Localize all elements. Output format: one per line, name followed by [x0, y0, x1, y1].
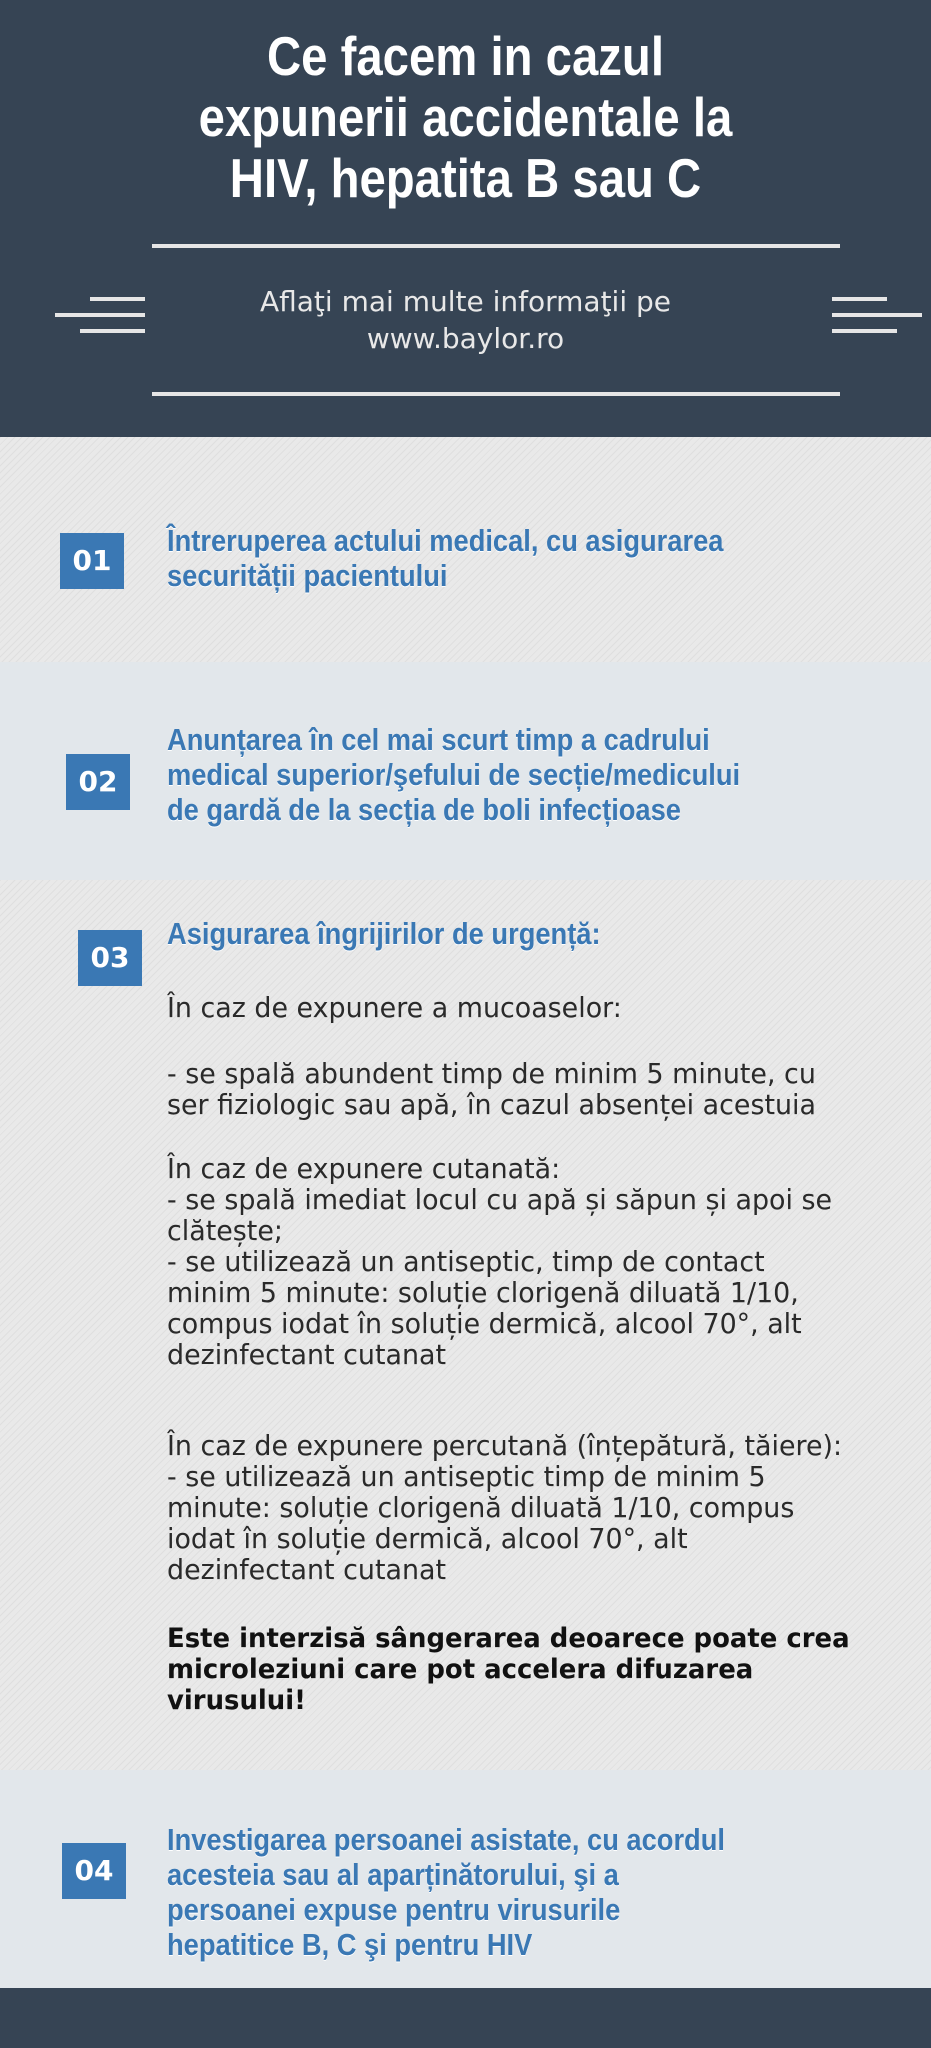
body-line: clătește; — [167, 1214, 283, 1247]
warning-line: virusului! — [167, 1685, 306, 1716]
website-link-text: www.baylor.ro — [366, 322, 565, 355]
body-line: dezinfectant cutanat — [167, 1338, 446, 1371]
step-02-section — [0, 662, 931, 880]
step-title-line: medical superior/şefului de secție/medicului — [167, 757, 741, 792]
body-line: minim 5 minute: soluție clorigenă diluată 1/10, — [167, 1276, 799, 1309]
decorative-lines-right-icon — [832, 297, 922, 343]
header-banner — [0, 0, 931, 437]
cutanata-instructions — [167, 1153, 887, 1370]
subtitle — [180, 283, 751, 357]
step-title — [167, 1822, 836, 1962]
step-title-line: Anunțarea în cel mai scurt timp a cadrului — [167, 722, 710, 757]
step-title — [167, 916, 836, 951]
body-line: - se utilizează un antiseptic timp de minim 5 — [167, 1460, 766, 1493]
step-number-badge: 01 — [60, 533, 124, 589]
footer-bar — [0, 1988, 931, 2048]
body-line: - se spală abundent timp de minim 5 minute, cu — [167, 1057, 816, 1090]
title-line: HIV, hepatita B sau C — [229, 147, 702, 209]
warning-line: microleziuni care pot accelera difuzarea — [167, 1654, 754, 1685]
step-title-line: Investigarea persoanei asistate, cu acordul — [167, 1822, 725, 1857]
title-line: Ce facem in cazul — [267, 25, 664, 87]
decorative-lines-left-icon — [55, 297, 145, 343]
divider-top — [152, 244, 840, 248]
step-title-line: hepatitice B, C şi pentru HIV — [167, 1927, 533, 1962]
step-title-line: acesteia sau al aparținătorului, şi a — [167, 1857, 619, 1892]
body-line: - se utilizează un antiseptic, timp de contact — [167, 1245, 765, 1278]
divider-bottom — [152, 392, 840, 396]
step-title-line: Asigurarea îngrijirilor de urgență: — [167, 916, 601, 951]
body-line: În caz de expunere percutană (înțepătură, tăiere): — [167, 1429, 843, 1462]
step-number-badge: 03 — [78, 930, 142, 986]
mucoase-instructions — [167, 1058, 887, 1120]
step-01-section — [0, 437, 931, 662]
body-line: dezinfectant cutanat — [167, 1553, 446, 1586]
step-title-line: de gardă de la secția de boli infecțioase — [167, 792, 681, 827]
title-line: expunerii accidentale la — [198, 86, 733, 148]
body-line: iodat în soluție dermică, alcool 70°, alt — [167, 1522, 688, 1555]
body-line: compus iodat în soluție dermică, alcool 70°, alt — [167, 1307, 802, 1340]
step-title-line: Întreruperea actului medical, cu asigurarea — [167, 523, 724, 558]
step-04-section — [0, 1770, 931, 1988]
mucoase-heading — [167, 992, 887, 1023]
page-title — [117, 26, 814, 209]
body-line: minute: soluție clorigenă diluată 1/10, compus — [167, 1491, 795, 1524]
step-title-line: securității pacientului — [167, 558, 448, 593]
body-line: ser fiziologic sau apă, în cazul absenței acestuia — [167, 1088, 816, 1121]
body-line: În caz de expunere cutanată: — [167, 1152, 561, 1185]
step-title-line: persoanei expuse pentru virusurile — [167, 1892, 621, 1927]
body-line: - se spală imediat locul cu apă și săpun și apoi se — [167, 1183, 833, 1216]
step-number-badge: 02 — [66, 754, 130, 810]
step-number-badge: 04 — [62, 1843, 126, 1899]
step-title — [167, 722, 836, 827]
subtitle-line: Aflaţi mai multe informaţii pe — [259, 285, 672, 318]
percutana-instructions — [167, 1430, 887, 1585]
step-03-section — [0, 880, 931, 1770]
body-line: În caz de expunere a mucoaselor: — [167, 991, 622, 1024]
bleeding-warning — [167, 1623, 887, 1716]
warning-line: Este interzisă sângerarea deoarece poate crea — [167, 1623, 850, 1654]
step-title — [167, 523, 836, 593]
